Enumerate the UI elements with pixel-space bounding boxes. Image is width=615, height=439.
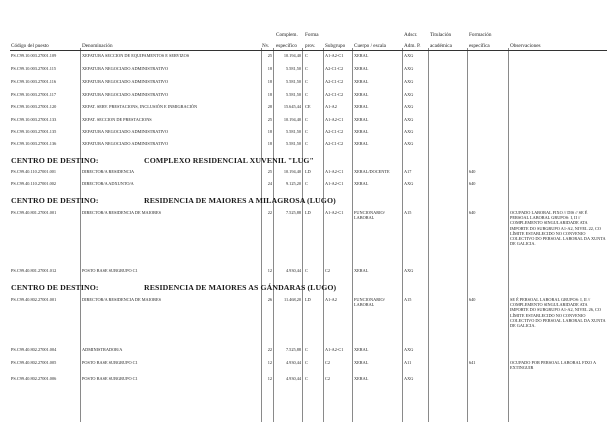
cell-forma: LD (305, 297, 311, 302)
cell-cuerpo: XERAL (354, 141, 369, 146)
cell-name: XEFAT. SERV. PRESTACIONS, INCLUSIÓN E INMIGRACIÓN (82, 104, 198, 109)
cell-comp: 7.525,88 (285, 347, 301, 352)
cell-name: XEFATURA NEGOCIADO ADMINISTRATIVO (82, 92, 169, 97)
cell-code: PS.C99.10.003.27001.115 (11, 66, 57, 71)
cell-adm: A17 (404, 169, 412, 174)
cell-code: PS.C99.40.110.27001.002 (11, 181, 57, 186)
cell-cuerpo: XERAL (354, 117, 369, 122)
cell-adm: AXG (404, 79, 414, 84)
cell-cuerpo: XERAL (354, 92, 369, 97)
header-subgrupo: Subgrupo (325, 43, 346, 49)
cell-level: 28 (267, 104, 272, 109)
cell-comp: 15.645,44 (283, 104, 301, 109)
cell-obs: SE É PERSOAL LABORAL GRUPOS: I, II // COMPLEMENTO SINGULARIDADE ATA IMPORTE DO SUBGRUPO A1-A2, NIVEL 26, CO LÍMITE ESTABLECIDO NO CONVENIO COLECTIVO DO PERSOAL LABORAL DA XUNTA DE GALICIA. (510, 297, 606, 329)
cell-subgrupo: C2 (325, 360, 331, 365)
cell-name: DIRECTOR/A RESIDENCIA DE MAIORES (82, 297, 162, 302)
cell-subgrupo: A2-C1-C2 (325, 129, 344, 134)
cell-code: PS.C99.40.801.27001.012 (11, 268, 57, 273)
cell-subgrupo: A2-C1-C2 (325, 92, 344, 97)
cell-comp: 5.581,50 (285, 92, 301, 97)
cell-adm: AXG (404, 129, 414, 134)
cell-code: PS.C99.10.003.27001.109 (11, 53, 57, 58)
cell-formacion: 640 (469, 297, 476, 302)
cell-name: XEFATURA NEGOCIADO ADMINISTRATIVO (82, 141, 169, 146)
column-rule (323, 48, 324, 422)
header-adscripcion-1: Adscr. (404, 32, 418, 38)
cell-forma: C (305, 376, 308, 381)
cell-obs: OCUPADO LABORAL FIXO // DIS // SE É PERSOAL LABORAL GRUPOS: I, II // COMPLEMENTO SINGULARIDADE ATA IMPORTE DO SUBGRUPO A1-A2, NIVEL 22, CO LÍMITE ESTABLECIDO NO CONVENIO COLECTIVO DO PERSOAL LABORAL DA XUNTA DE GALICIA. (510, 210, 606, 247)
cell-code: PS.C99.40.802.27001.004 (11, 347, 57, 352)
cell-adm: AXG (404, 117, 414, 122)
cell-name: DIRECTOR/A ADXUNTO/A (82, 181, 134, 186)
cell-name: DIRECTOR/A RESIDENCIA DE MAIORES (82, 210, 162, 215)
header-complemento-1: Complem. (276, 32, 298, 38)
section-label: CENTRO DE DESTINO: (11, 156, 99, 165)
cell-formacion: 640 (469, 210, 476, 215)
header-underline (10, 50, 607, 51)
cell-subgrupo: A1-A2-C1 (325, 53, 344, 58)
cell-comp: 4.930,44 (285, 376, 301, 381)
cell-level: 22 (267, 347, 272, 352)
section-title: RESIDENCIA DE MAIORES AS GÁNDARAS (LUGO) (144, 283, 337, 292)
cell-cuerpo: XERAL (354, 79, 369, 84)
cell-forma: C (305, 92, 308, 97)
header-formacion-2: específica (469, 43, 490, 49)
cell-level: 18 (267, 66, 272, 71)
cell-code: PS.C99.40.802.27001.006 (11, 376, 57, 381)
cell-formacion: 640 (469, 181, 476, 186)
cell-forma: C (305, 53, 308, 58)
cell-subgrupo: A1-A2 (325, 297, 337, 302)
cell-name: POSTO BASE SUBGRUPO C1 (82, 360, 138, 365)
header-complemento-2: específico (276, 43, 298, 49)
cell-adm: AXG (404, 347, 414, 352)
section-label: CENTRO DE DESTINO: (11, 283, 99, 292)
cell-level: 22 (267, 210, 272, 215)
cell-level: 24 (267, 181, 272, 186)
cell-forma: CE (305, 104, 311, 109)
cell-subgrupo: A1-A2-C1 (325, 210, 344, 215)
cell-comp: 5.581,50 (285, 141, 301, 146)
cell-name: XEFATURA NEGOCIADO ADMINISTRATIVO (82, 79, 169, 84)
cell-code: PS.C99.10.003.27001.120 (11, 104, 57, 109)
cell-name: XEFATURA SECCION DE EQUIPAMENTOS E SERVIZOS (82, 53, 190, 58)
cell-subgrupo: C2 (325, 268, 331, 273)
header-denominacion: Denominación (82, 43, 113, 49)
cell-adm: A15 (404, 210, 412, 215)
header-titulacion-2: académica (430, 43, 452, 49)
cell-level: 26 (267, 297, 272, 302)
cell-comp: 5.581,50 (285, 66, 301, 71)
cell-forma: C (305, 129, 308, 134)
cell-forma: LD (305, 169, 311, 174)
cell-code: PS.C99.10.003.27001.135 (11, 129, 57, 134)
cell-level: 25 (267, 53, 272, 58)
cell-cuerpo: FUNCIONARIO/ LABORAL (354, 210, 385, 221)
cell-adm: AXG (404, 66, 414, 71)
cell-forma: C (305, 360, 308, 365)
header-observaciones: Observaciones (510, 43, 541, 49)
cell-formacion: 640 (469, 169, 476, 174)
cell-cuerpo: XERAL (354, 181, 369, 186)
cell-subgrupo: A2-C1-C2 (325, 141, 344, 146)
cell-name: DIRECTOR/A RESIDENCIA (82, 169, 135, 174)
cell-adm: A15 (404, 297, 412, 302)
cell-adm: AXG (404, 92, 414, 97)
cell-cuerpo: XERAL (354, 129, 369, 134)
cell-cuerpo: XERAL (354, 53, 369, 58)
cell-level: 18 (267, 79, 272, 84)
cell-comp: 11.468,20 (283, 297, 301, 302)
header-forma-1: Forma (305, 32, 319, 38)
cell-cuerpo: XERAL (354, 104, 369, 109)
cell-adm: AXG (404, 104, 414, 109)
cell-cuerpo: XERAL/DOCENTE (354, 169, 390, 174)
cell-forma: C (305, 66, 308, 71)
cell-cuerpo: XERAL (354, 376, 369, 381)
cell-code: PS.C99.40.801.27001.001 (11, 210, 57, 215)
cell-level: 25 (267, 169, 272, 174)
cell-level: 12 (267, 360, 272, 365)
column-rule (302, 48, 303, 422)
cell-forma: C (305, 117, 308, 122)
cell-name: ADMINISTRADOR/A (82, 347, 123, 352)
cell-level: 25 (267, 117, 272, 122)
header-cuerpo: Cuerpo / escala (354, 43, 386, 49)
header-formacion-1: Formación (469, 32, 492, 38)
header-adscripcion-2: Adm. P. (404, 43, 421, 49)
cell-comp: 4.930,44 (285, 268, 301, 273)
cell-level: 18 (267, 129, 272, 134)
header-titulacion-1: Titulación (430, 32, 452, 38)
section-title: RESIDENCIA DE MAIORES A MILAGROSA (LUGO) (144, 196, 336, 205)
cell-forma: C (305, 347, 308, 352)
column-rule (467, 48, 468, 422)
cell-subgrupo: A2-C1-C2 (325, 79, 344, 84)
section-title: COMPLEXO RESIDENCIAL XUVENIL "LUG" (144, 156, 314, 165)
cell-code: PS.C99.10.003.27001.136 (11, 141, 57, 146)
cell-code: PS.C99.40.802.27001.005 (11, 360, 57, 365)
cell-subgrupo: A1-A2-C1 (325, 117, 344, 122)
cell-subgrupo: C2 (325, 376, 331, 381)
cell-code: PS.C99.10.003.27001.133 (11, 117, 57, 122)
cell-name: POSTO BASE SUBGRUPO C1 (82, 268, 138, 273)
cell-forma: C (305, 79, 308, 84)
cell-cuerpo: XERAL (354, 347, 369, 352)
cell-obs: OCUPADO POR PERSOAL LABORAL FIXO A EXTINGUIR (510, 360, 596, 371)
header-nivel: Nv. (262, 43, 270, 49)
cell-subgrupo: A1-A2-C1 (325, 347, 344, 352)
cell-level: 18 (267, 92, 272, 97)
column-rule (80, 48, 81, 422)
cell-comp: 10.194,40 (283, 117, 301, 122)
cell-subgrupo: A1-A2 (325, 104, 337, 109)
cell-adm: AXG (404, 53, 414, 58)
column-rule (428, 48, 429, 422)
cell-forma: C (305, 141, 308, 146)
cell-comp: 4.930,44 (285, 360, 301, 365)
cell-formacion: 641 (469, 360, 476, 365)
cell-forma: C (305, 268, 308, 273)
cell-adm: AXG (404, 376, 414, 381)
cell-cuerpo: XERAL (354, 360, 369, 365)
cell-forma: LD (305, 210, 311, 215)
cell-cuerpo: XERAL (354, 268, 369, 273)
cell-comp: 9.125,20 (285, 181, 301, 186)
cell-adm: AXG (404, 181, 414, 186)
column-rule (352, 48, 353, 422)
cell-cuerpo: FUNCIONARIO/ LABORAL (354, 297, 385, 308)
cell-comp: 7.525,88 (285, 210, 301, 215)
cell-adm: AXG (404, 141, 414, 146)
cell-code: PS.C99.40.802.27001.001 (11, 297, 57, 302)
cell-forma: C (305, 181, 308, 186)
column-rule (402, 48, 403, 422)
cell-subgrupo: A1-A2-C1 (325, 169, 344, 174)
cell-name: XEFATURA NEGOCIADO ADMINISTRATIVO (82, 66, 169, 71)
header-codigo: Código del puesto (11, 43, 49, 49)
cell-name: XEFATURA NEGOCIADO ADMINISTRATIVO (82, 129, 169, 134)
cell-name: POSTO BASE SUBGRUPO C1 (82, 376, 138, 381)
cell-adm: A11 (404, 360, 412, 365)
cell-comp: 5.581,50 (285, 129, 301, 134)
cell-name: XEFAT. SECCION DE PRESTACIONS (82, 117, 152, 122)
cell-level: 12 (267, 376, 272, 381)
cell-level: 18 (267, 141, 272, 146)
cell-subgrupo: A1-A2-C1 (325, 181, 344, 186)
cell-code: PS.C99.10.003.27001.116 (11, 79, 57, 84)
cell-comp: 10.194,40 (283, 53, 301, 58)
header-forma-2: prov. (305, 43, 316, 49)
cell-comp: 10.194,40 (283, 169, 301, 174)
cell-cuerpo: XERAL (354, 66, 369, 71)
cell-subgrupo: A2-C1-C2 (325, 66, 344, 71)
cell-comp: 5.581,50 (285, 79, 301, 84)
cell-adm: AXG (404, 268, 414, 273)
column-rule (508, 48, 509, 422)
cell-code: PS.C99.40.110.27001.001 (11, 169, 57, 174)
cell-code: PS.C99.10.003.27001.117 (11, 92, 57, 97)
section-label: CENTRO DE DESTINO: (11, 196, 99, 205)
cell-level: 12 (267, 268, 272, 273)
